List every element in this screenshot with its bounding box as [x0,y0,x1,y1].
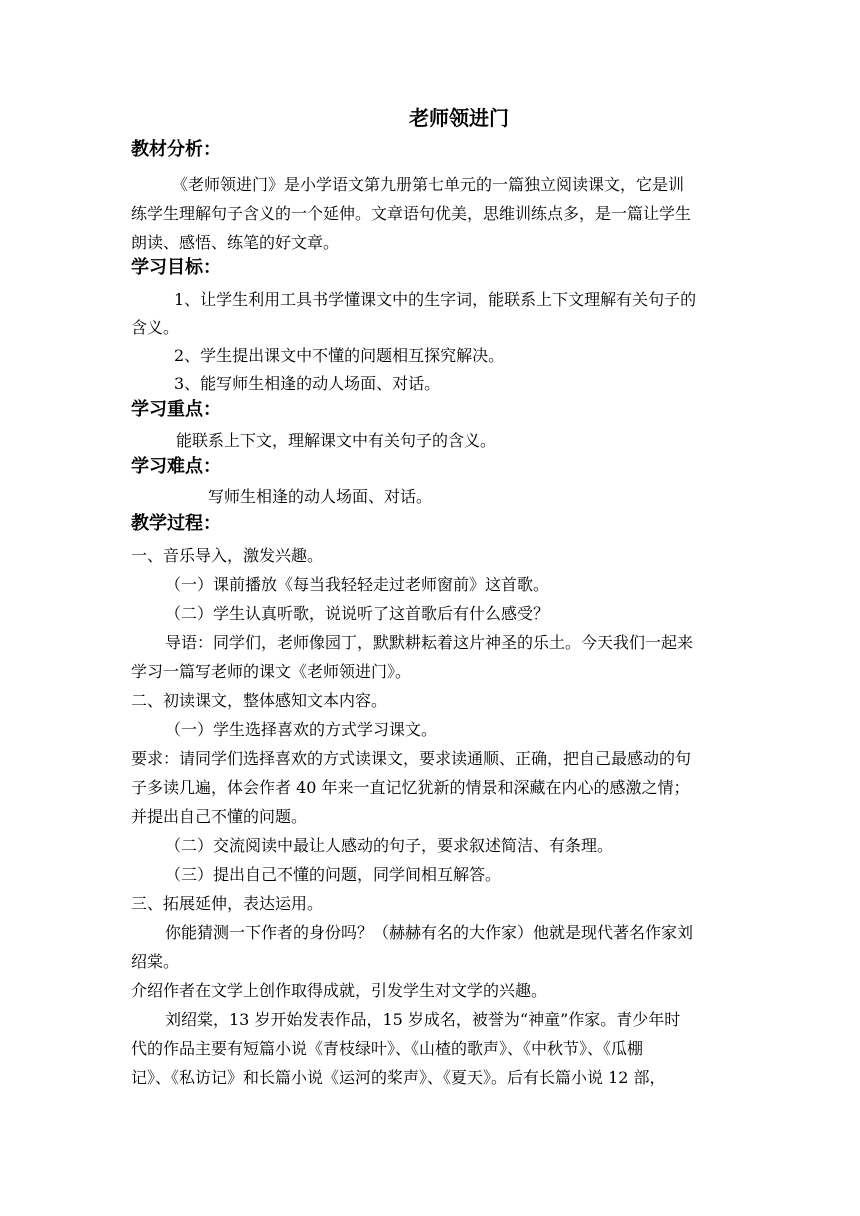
paragraph-line: 你能猜测一下作者的身份吗？（赫赫有名的大作家）他就是现代著名作家刘 [165,923,694,942]
paragraph-line: 《老师领进门》是小学语文第九册第七单元的一篇独立阅读课文，它是训 [172,175,685,194]
paragraph-line: 导语：同学们，老师像园丁，默默耕耘着这片神圣的乐土。今天我们一起来 [165,633,694,652]
paragraph-line: 能联系上下文，理解课文中有关句子的含义。 [176,431,497,450]
paragraph-line: 记》、《私访记》和长篇小说《运河的桨声》、《夏天》。后有长篇小说 12 部， [131,1068,666,1087]
document-title: 老师领进门 [409,106,509,130]
paragraph-line: （二）交流阅读中最让人感动的句子，要求叙述简洁、有条理。 [165,836,614,855]
paragraph-line: 子多读几遍，体会作者 40 年来一直记忆犹新的情景和深藏在内心的感激之情； [131,778,690,797]
paragraph-line: 要求：请同学们选择喜欢的方式读课文，要求读通顺、正确，把自己最感动的句 [131,749,692,768]
paragraph-line: 二、初读课文，整体感知文本内容。 [131,691,388,710]
paragraph-line: 朗读、感悟、练笔的好文章。 [131,233,340,252]
paragraph-line: 练学生理解句子含义的一个延伸。文章语句优美，思维训练点多，是一篇让学生 [131,204,692,223]
paragraph-line: 含义。 [131,318,180,337]
section-heading-difficulties: 学习难点： [131,456,221,477]
section-heading-process: 教学过程： [131,513,221,534]
paragraph-line: 学习一篇写老师的课文《老师领进门》。 [131,662,412,681]
paragraph-line: （三）提出自己不懂的问题，同学间相互解答。 [165,865,502,884]
section-heading-goals: 学习目标： [131,257,221,278]
paragraph-line: （一）课前播放《每当我轻轻走过老师窗前》这首歌。 [165,575,550,594]
paragraph-line: 一、音乐导入，激发兴趣。 [131,546,324,565]
paragraph-line: 介绍作者在文学上创作取得成就，引发学生对文学的兴趣。 [131,981,548,1000]
paragraph-line: 并提出自己不懂的问题。 [131,807,308,826]
paragraph-line: 1、让学生利用工具书学懂课文中的生字词，能联系上下文理解有关句子的 [174,290,697,309]
section-heading-analysis: 教材分析： [131,139,221,160]
section-heading-key-points: 学习重点： [131,399,221,420]
paragraph-line: 写师生相逢的动人场面、对话。 [208,487,433,506]
paragraph-line: 2、学生提出课文中不懂的问题相互探究解决。 [174,346,505,365]
paragraph-line: 三、拓展延伸，表达运用。 [131,894,324,913]
paragraph-line: （二）学生认真听歌，说说听了这首歌后有什么感受？ [165,604,550,623]
paragraph-line: 刘绍棠，13 岁开始发表作品，15 岁成名，被誉为“神童”作家。青少年时 [165,1010,681,1029]
paragraph-line: 3、能写师生相逢的动人场面、对话。 [174,374,441,393]
paragraph-line: 代的作品主要有短篇小说《青枝绿叶》、《山楂的歌声》、《中秋节》、《瓜棚 [131,1039,644,1058]
paragraph-line: 绍棠。 [131,952,180,971]
paragraph-line: （一）学生选择喜欢的方式学习课文。 [165,720,438,739]
